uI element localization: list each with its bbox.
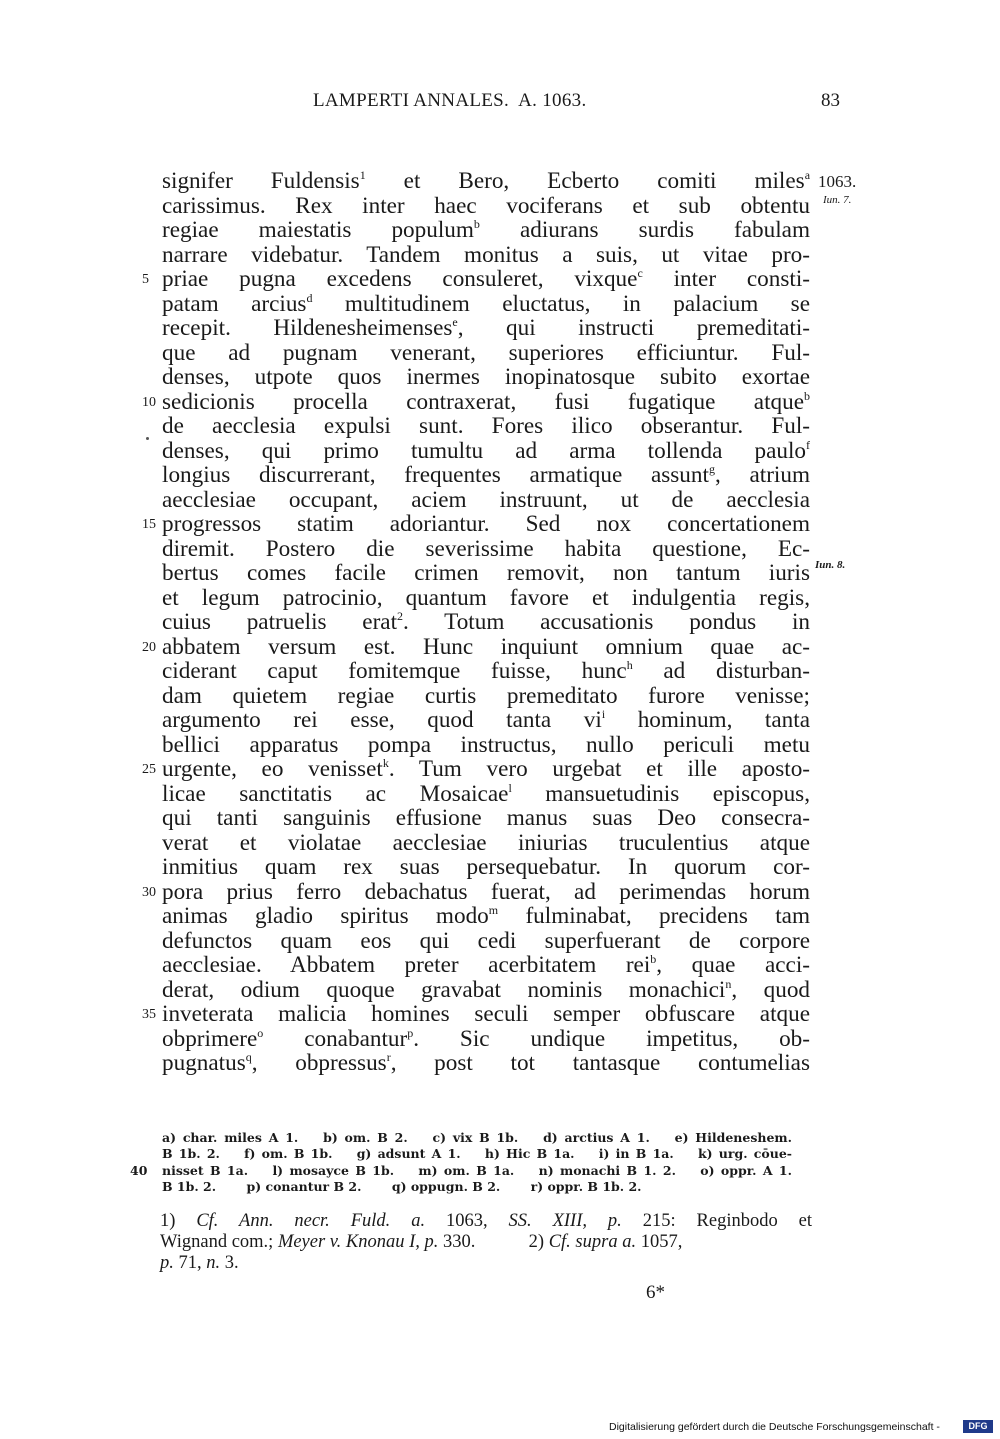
- note-2-page: 71,: [173, 1253, 207, 1273]
- text-line: [162, 561, 810, 586]
- text-segment: conabantur: [263, 1025, 408, 1052]
- text-segment: . Tum vero urgebat et ille aposto-: [388, 756, 811, 782]
- note-1-page: 330.: [438, 1232, 476, 1252]
- text-segment: multitudinem eluctatus, in palacium se: [312, 290, 810, 317]
- apparatus-entry: e) Hildeneshem.: [674, 1130, 793, 1145]
- footnote-ref: c: [637, 266, 643, 280]
- text-segment: argumento rei esse, quod tanta vi: [162, 707, 602, 733]
- footnotes: [160, 1211, 812, 1274]
- footnote-ref: m: [488, 903, 499, 917]
- footnote-ref: r: [386, 1050, 391, 1064]
- footnote-ref: p: [407, 1025, 414, 1040]
- apparatus-entry: l) mosayce B 1b.: [272, 1162, 395, 1178]
- footnote-ref: i: [601, 707, 606, 721]
- footnote-ref: d: [306, 290, 313, 305]
- note-1-ref: Cf. Ann. necr. Fuld. a.: [196, 1211, 426, 1231]
- note-1-text: 215: Reginbodo et: [621, 1211, 812, 1231]
- text-line: [142, 266, 810, 292]
- text-segment: pora prius ferro debachatus fuerat, ad perimendas horum: [162, 878, 810, 905]
- dfg-logo: DFG: [963, 1420, 993, 1433]
- text-segment: , atrium: [714, 462, 810, 488]
- note-2-ref: Cf. supra a.: [548, 1232, 637, 1252]
- text-line: [162, 684, 810, 709]
- text-segment: recepit. Hildenesheimenses: [162, 315, 453, 341]
- apparatus-entry: a) char. miles A 1.: [162, 1130, 299, 1145]
- text-line: [162, 488, 810, 513]
- text-segment: bellici apparatus pompa instructus, nullo periculi metu: [162, 731, 810, 758]
- text-segment: narrare videbatur. Tandem monitus a suis, ut vitae pro-: [162, 241, 810, 268]
- line-number: 10: [142, 394, 156, 410]
- line-number: 25: [142, 762, 156, 777]
- apparatus-entry: n) monachi B 1. 2.: [538, 1162, 676, 1178]
- apparatus-entry: r) oppr. B 1b. 2.: [530, 1178, 642, 1194]
- text-segment: , obpressus: [251, 1050, 387, 1076]
- running-header: [313, 90, 840, 116]
- text-segment: , post tot tantasque contumelias: [390, 1050, 810, 1076]
- footnote-ref: 2: [397, 609, 404, 623]
- text-line: [162, 659, 810, 684]
- main-text: [142, 168, 811, 1076]
- margin-date-iun-8: Iun. 8.: [815, 559, 846, 571]
- text-line: [142, 388, 810, 415]
- text-line: [162, 537, 810, 562]
- text-segment: mansuetudinis episcopus,: [511, 780, 810, 807]
- text-segment: signifer Fuldensis: [162, 168, 360, 194]
- text-segment: urgente, eo venisset: [162, 756, 383, 782]
- footnote-ref: b: [650, 952, 657, 966]
- line-number: 35: [142, 1007, 156, 1022]
- text-line: [162, 978, 810, 1003]
- footnote-ref: k: [382, 756, 389, 770]
- text-line: [142, 511, 810, 537]
- text-segment: de aecclesia expulsi sunt. Fores ilico obserantur. Ful-: [162, 413, 810, 439]
- apparatus-entry: c) vix B 1b.: [432, 1130, 519, 1145]
- text-segment: verat et violatae aecclesiae iniurias truculentius atque: [162, 829, 810, 856]
- text-line: [162, 708, 810, 733]
- text-segment: inveterata malicia homines seculi semper obfuscare atque: [162, 1001, 810, 1027]
- apparatus-entry: nisset B 1a.: [162, 1162, 249, 1178]
- text-segment: , quod: [731, 976, 811, 1003]
- text-line: [162, 292, 810, 317]
- text-segment: inmitius quam rex suas persequebatur. In quorum cor-: [162, 854, 810, 880]
- text-segment: cuius patruelis erat: [162, 609, 398, 635]
- margin-date-iun-7: Iun. 7.: [823, 194, 852, 206]
- text-segment: , qui instructi premeditati-: [457, 315, 811, 341]
- apparatus-line: [160, 1146, 810, 1162]
- apparatus-entry: p) conantur B 2.: [246, 1178, 362, 1194]
- text-line: [162, 463, 810, 488]
- apparatus-line: [160, 1179, 810, 1195]
- text-segment: carissimus. Rex inter haec vociferans et sub obtentu: [162, 192, 810, 219]
- footnote-ref: f: [806, 437, 810, 452]
- text-segment: ad disturban-: [632, 658, 810, 684]
- text-line: [142, 1001, 810, 1027]
- header-title: LAMPERTI ANNALES. A. 1063.: [313, 90, 587, 111]
- footnote-ref: a: [804, 168, 811, 182]
- text-segment: qui tanti sanguinis effusione manus suas Deo consecra-: [162, 805, 810, 831]
- text-segment: et Bero, Ecberto comiti miles: [365, 168, 805, 194]
- text-segment: aecclesiae. Abbatem preter acerbitatem rei: [162, 952, 651, 978]
- note-2-num: 3.: [220, 1253, 239, 1273]
- footnote-ref: e: [452, 315, 458, 329]
- text-segment: longius discurrerant, frequentes armatique assunt: [162, 462, 709, 488]
- critical-apparatus: [130, 1130, 810, 1195]
- text-segment: . Sic undique impetitus, ob-: [413, 1025, 810, 1052]
- footnote-line: [160, 1232, 812, 1253]
- text-line: [162, 586, 810, 611]
- text-segment: denses, utpote quos inermes inopinatosque subito exortae: [162, 364, 810, 390]
- footnote-ref: g: [708, 462, 715, 476]
- footnote-ref: q: [245, 1050, 252, 1064]
- apparatus-entry: g) adsunt A 1.: [356, 1146, 461, 1162]
- page-number: 83: [821, 90, 840, 111]
- apparatus-entry: o) oppr. A 1.: [700, 1162, 792, 1178]
- text-line: [162, 1027, 810, 1052]
- text-segment: ciderant caput fomitemque fuisse, hunc: [162, 658, 627, 684]
- text-segment: et legum patrocinio, quantum favore et indulgentia regis,: [162, 584, 810, 611]
- apparatus-entry: m) om. B 1a.: [418, 1162, 515, 1178]
- apparatus-line: [130, 1162, 810, 1179]
- text-line: [162, 782, 810, 807]
- note-2-year: 1057,: [636, 1232, 683, 1252]
- footnote-ref: l: [508, 780, 512, 795]
- text-segment: progressos statim adoriantur. Sed nox concertationem: [162, 511, 810, 537]
- text-line: [162, 929, 810, 954]
- text-segment: fulminabat, precidens tam: [498, 903, 810, 929]
- text-segment: hominum, tanta: [605, 707, 810, 733]
- apparatus-entry: i) in B 1a.: [598, 1146, 674, 1162]
- text-line: [162, 610, 810, 635]
- text-line: [162, 218, 810, 243]
- text-line: [142, 756, 811, 782]
- apparatus-entry: f) om. B 1b.: [244, 1146, 333, 1162]
- text-line: [162, 806, 810, 831]
- footnote-ref: h: [626, 658, 633, 672]
- text-segment: bertus comes facile crimen removit, non tantum iuris: [162, 560, 810, 586]
- footnote-line: [160, 1253, 812, 1274]
- footnote-line: [160, 1211, 812, 1232]
- text-line: [162, 855, 810, 880]
- footnote-ref: o: [257, 1025, 264, 1040]
- text-segment: , quae acci-: [656, 952, 810, 978]
- text-line: [162, 414, 810, 439]
- text-segment: priae pugna excedens consuleret, vixque: [162, 266, 638, 292]
- text-line: [162, 733, 810, 758]
- text-segment: . Totum accusationis pondus in: [403, 609, 810, 635]
- text-segment: patam arcius: [162, 290, 307, 317]
- note-1-year: 1063,: [425, 1211, 509, 1231]
- note-1-ss: SS. XIII, p.: [508, 1211, 622, 1231]
- text-line: [162, 316, 810, 341]
- note-1-text-2: Wignand com.;: [160, 1232, 278, 1252]
- stray-mark: [146, 437, 149, 440]
- text-segment: denses, qui primo tumultu ad arma tollenda paulo: [162, 437, 806, 464]
- text-line: [162, 243, 810, 268]
- line-number: 20: [142, 639, 156, 655]
- text-line: [162, 831, 810, 856]
- line-number: 40: [130, 1162, 148, 1178]
- text-segment: sedicionis procella contraxerat, fusi fugatique atque: [162, 388, 804, 415]
- text-segment: diremit. Postero die severissime habita questione, Ec-: [162, 535, 810, 562]
- text-segment: obprimere: [162, 1025, 258, 1052]
- text-segment: pugnatus: [162, 1050, 246, 1076]
- apparatus-line: [160, 1130, 810, 1146]
- apparatus-entry: q) oppugn. B 2.: [391, 1178, 501, 1194]
- note-1-marker: 1): [160, 1211, 197, 1231]
- text-line: [162, 169, 810, 194]
- text-segment: regiae maiestatis populum: [162, 217, 474, 243]
- text-segment: licae sanctitatis ac Mosaicae: [162, 780, 509, 807]
- footnote-ref: b: [473, 217, 480, 231]
- text-line: [142, 878, 810, 905]
- text-line: [142, 633, 810, 660]
- digitization-credit: Digitalisierung gefördert durch die Deutsche Forschungsgemeinschaft -: [609, 1421, 940, 1433]
- text-segment: derat, odium quoque gravabat nominis monachici: [162, 976, 726, 1003]
- apparatus-entry: B 1b. 2.: [162, 1178, 217, 1194]
- apparatus-entry: k) urg. cōue-: [697, 1146, 792, 1162]
- line-number: 5: [142, 272, 149, 287]
- text-line: [162, 953, 810, 978]
- line-number: 15: [142, 517, 156, 532]
- signature-mark: 6*: [646, 1282, 665, 1303]
- note-2-marker: 2): [528, 1232, 549, 1252]
- text-line: [162, 904, 810, 929]
- footnote-ref: 1: [359, 168, 366, 182]
- apparatus-entry: d) arctius A 1.: [543, 1130, 650, 1145]
- text-line: [162, 439, 810, 464]
- apparatus-entry: b) om. B 2.: [323, 1130, 408, 1145]
- text-line: [162, 365, 810, 390]
- text-line: [162, 341, 810, 366]
- footnote-ref: n: [725, 976, 732, 991]
- note-2-p: p.: [160, 1253, 174, 1273]
- text-segment: dam quietem regiae curtis premeditato furore venisse;: [162, 682, 810, 709]
- text-segment: adiurans surdis fabulam: [479, 217, 811, 243]
- text-segment: defunctos quam eos qui cedi superfuerant de corpore: [162, 927, 810, 954]
- apparatus-entry: B 1b. 2.: [162, 1146, 220, 1162]
- text-segment: aecclesiae occupant, aciem instruunt, ut de aecclesia: [162, 486, 810, 513]
- note-1-meyer: Meyer v. Knonau I, p.: [277, 1232, 439, 1252]
- footnote-ref: b: [804, 388, 810, 403]
- text-segment: inter consti-: [642, 266, 810, 292]
- note-2-n: n.: [206, 1253, 221, 1273]
- text-segment: que ad pugnam venerant, superiores efficiuntur. Ful-: [162, 339, 810, 366]
- line-number: 30: [142, 884, 156, 900]
- text-segment: abbatem versum est. Hunc inquiunt omnium quae ac-: [162, 633, 810, 660]
- apparatus-entry: h) Hic B 1a.: [484, 1146, 575, 1162]
- text-segment: animas gladio spiritus modo: [162, 903, 489, 929]
- text-line: [162, 194, 810, 219]
- text-line: [162, 1051, 810, 1076]
- margin-year: 1063.: [818, 172, 857, 191]
